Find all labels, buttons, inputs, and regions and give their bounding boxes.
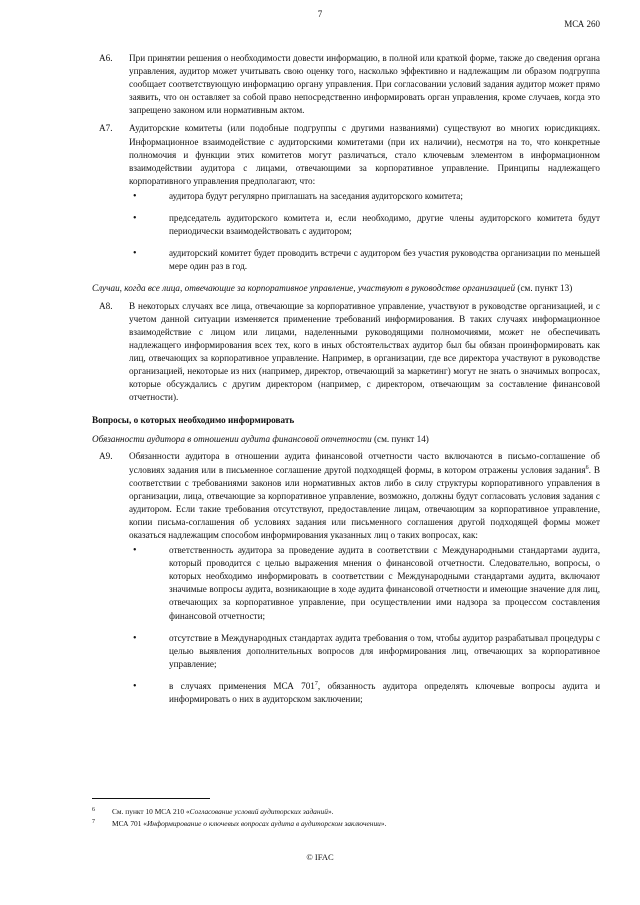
paragraph-number: A8. — [99, 300, 113, 311]
footnote-number: 7 — [92, 819, 95, 825]
document-code: МСА 260 — [564, 19, 600, 29]
footnote-7: 7 МСА 701 «Информирование о ключевых вопросах аудита в аудиторском заключении». — [92, 818, 600, 830]
bullet-list — [129, 544, 600, 706]
subheading-cases: Случаи, когда все лица, отвечающие за корпоративное управление, участвуют в руководстве организацией (см. пункт 13) — [92, 283, 573, 294]
paragraph-reference: (см. пункт 14) — [373, 434, 429, 445]
paragraph-number: A7. — [99, 123, 113, 134]
list-item: • ответственность аудитора за проведение аудита в соответствии с Международными стандартами аудита, который проводится с целью выражения мнения о финансовой отчетности. Следовательно, вопросы, о которых необходимо информировать в соответствии с Международными стандартами аудита, включают значимые вопросы аудита, возникающие в ходе аудита финансовой отчетности и имеющие значение для лиц, отвечающих за корпоративное управление, при осуществлении ими надзора за процессом составления финансовой отчетности; — [133, 545, 600, 621]
list-item: • отсутствие в Международных стандартах аудита требования о том, чтобы аудитор разрабатывал процедуры с целью выявления дополнительных вопросов для информирования лиц, отвечающих за корпоративное управление; — [133, 632, 600, 669]
footnote-ref[interactable]: 6 — [585, 464, 589, 471]
paragraph-number: A9. — [99, 451, 113, 462]
paragraph-text: Обязанности аудитора в отношении аудита финансовой отчетности часто включаются в письмо-соглашение об условиях задания или в письменное соглашение другой подходящей формы, в котором отражены условия задания$^6$. В соответствии с требованиями законов или нормативных актов либо в силу структуры корпоративного управления в организации, лица, отвечающие за корпоративное управление, возможно, должны будут согласовать условия задания с аудитором. Если такие требования отсутствуют, предоставление лицам, отвечающим за корпоративное управление, копии письма-соглашения об условиях задания или письменного соглашения другой подходящей формы может оказаться надлежащим способом информирования указанных лиц о таких вопросах, как: — [129, 451, 600, 540]
bullet-icon: • — [133, 632, 137, 644]
section-heading: Вопросы, о которых необходимо информировать — [92, 415, 295, 426]
paragraph-a8 — [92, 300, 600, 405]
paragraph-number: A6. — [99, 53, 113, 63]
bullet-icon: • — [133, 213, 137, 225]
paragraph-text: В некоторых случаях все лица, отвечающие за корпоративное управление, участвуют в руководстве организацией, и с учетом данной ситуации изменяется применение требований информирования. В таких случаях информационное взаимодействие с лицом или лицами, наделенными руководящими полномочиями, может не обеспечивать надлежащего информирования всех тех, кого в иных обстоятельствах аудитор был бы обязан проинформировать как лиц, отвечающих за корпоративное управление. Например, в организации, где все директора участвуют в руководстве организацией, некоторые из них (например, директор, отвечающий за маркетинг) могут не знать о значимых вопросах, которые обсуждались с другим директором (например, с директором, отвечающим за составление финансовой отчетности). — [129, 300, 600, 403]
paragraph-reference: (см. пункт 13) — [517, 283, 573, 294]
page-number: 7 — [317, 9, 323, 19]
footnote-number: 6 — [92, 807, 95, 813]
footnote-divider — [92, 798, 210, 799]
footnote-6: 6 См. пункт 10 МСА 210 «Согласование условий аудиторских заданий». — [92, 806, 600, 818]
bullet-icon: • — [133, 190, 137, 202]
footnote-ref[interactable]: 7 — [314, 680, 318, 687]
paragraph-text: При принятии решения о необходимости довести информацию, в полной или краткой форме, также до сведения органа управления, аудитор может учитывать свою оценку того, насколько эффективно и надлежащим ли образом подгруппа сообщает соответствующую информацию органу управления. При согласовании условий задания аудитор может прямо заявить, что он оставляет за собой право непосредственно информировать орган управления, кроме случаев, когда это запрещено законом или нормативным актом. — [129, 53, 600, 116]
bullet-icon: • — [133, 680, 137, 692]
paragraph-a9 — [92, 450, 600, 706]
subheading-obligations: Обязанности аудитора в отношении аудита финансовой отчетности (см. пункт 14) — [92, 434, 429, 445]
list-item: • аудиторский комитет будет проводить встречи с аудитором без участия руководства организации по меньшей мере один раз в год. — [133, 248, 600, 272]
footnotes — [92, 806, 600, 830]
paragraph-a7 — [92, 122, 600, 273]
paragraph-text: Аудиторские комитеты (или подобные подгруппы с другими названиями) существуют во многих юрисдикциях. Информационное взаимодействие с аудиторскими комитетами (при их наличии), несмотря на то, что конкретные полномочия и функции этих комитетов могут различаться, стало ключевым элементом в информационном взаимодействии аудитора с лицами, отвечающими за корпоративное управление. Принципы надлежащего корпоративного управления предполагают, что: — [129, 123, 600, 186]
bullet-list — [129, 190, 600, 273]
list-item: • председатель аудиторского комитета и, если необходимо, другие члены аудиторского комитета будут периодически взаимодействовать с аудитором; — [133, 213, 600, 237]
copyright-footer: © IFAC — [306, 852, 334, 862]
page-content — [92, 52, 600, 715]
list-item: • в случаях применения МСА $701^7$, обязанность аудитора определять ключевые вопросы аудита и информировать о них в аудиторском заключении; — [133, 680, 600, 705]
bullet-icon: • — [133, 545, 137, 557]
list-item: • аудитора будут регулярно приглашать на заседания аудиторского комитета; — [133, 190, 463, 202]
paragraph-a6 — [92, 52, 600, 117]
bullet-icon: • — [133, 248, 137, 260]
